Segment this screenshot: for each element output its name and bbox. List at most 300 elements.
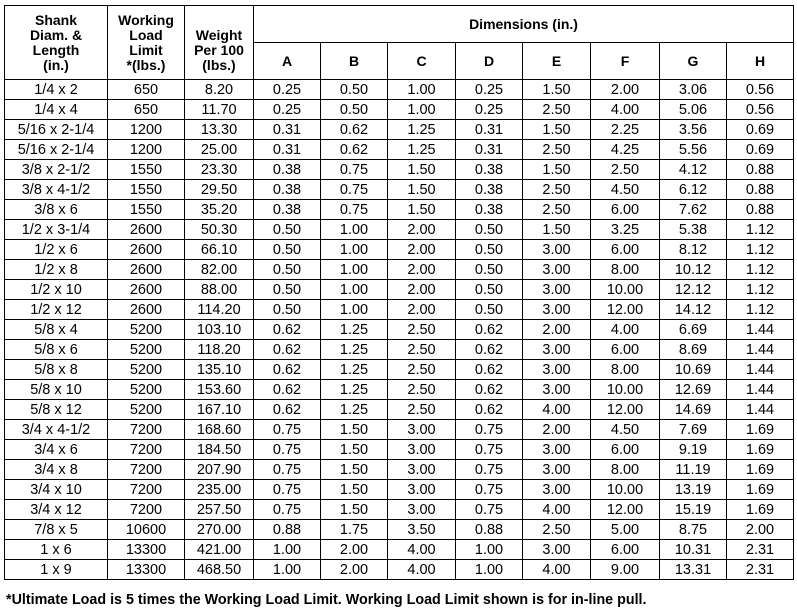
cell-dim-c: 2.50 xyxy=(388,320,456,340)
table-row xyxy=(5,140,794,160)
cell-working-load-limit: 2600 xyxy=(108,300,185,320)
cell-dim-b: 1.00 xyxy=(321,280,388,300)
cell-dim-b: 1.75 xyxy=(321,520,388,540)
cell-dim-a: 0.75 xyxy=(254,480,321,500)
cell-dim-g: 14.69 xyxy=(660,400,727,420)
cell-dim-h: 1.12 xyxy=(727,260,794,280)
cell-dim-e: 2.00 xyxy=(523,320,591,340)
cell-weight: 29.50 xyxy=(185,180,254,200)
cell-shank-size: 1 x 6 xyxy=(5,540,108,560)
cell-dim-g: 6.12 xyxy=(660,180,727,200)
cell-dim-f: 6.00 xyxy=(591,540,660,560)
cell-dim-f: 2.50 xyxy=(591,160,660,180)
cell-dim-a: 0.62 xyxy=(254,380,321,400)
cell-dim-e: 2.50 xyxy=(523,200,591,220)
cell-dim-a: 0.62 xyxy=(254,340,321,360)
cell-dim-c: 4.00 xyxy=(388,540,456,560)
table-body xyxy=(5,80,794,580)
table-row xyxy=(5,220,794,240)
cell-weight: 103.10 xyxy=(185,320,254,340)
cell-weight: 257.50 xyxy=(185,500,254,520)
cell-dim-e: 2.50 xyxy=(523,100,591,120)
cell-dim-d: 0.75 xyxy=(456,480,523,500)
cell-dim-h: 0.69 xyxy=(727,120,794,140)
cell-dim-h: 1.44 xyxy=(727,340,794,360)
cell-working-load-limit: 5200 xyxy=(108,320,185,340)
cell-weight: 153.60 xyxy=(185,380,254,400)
cell-dim-d: 0.75 xyxy=(456,500,523,520)
dimensions-table xyxy=(4,5,794,580)
cell-dim-a: 0.38 xyxy=(254,180,321,200)
cell-weight: 114.20 xyxy=(185,300,254,320)
table-row xyxy=(5,280,794,300)
cell-dim-e: 3.00 xyxy=(523,360,591,380)
cell-dim-b: 1.00 xyxy=(321,220,388,240)
cell-dim-b: 0.75 xyxy=(321,160,388,180)
cell-dim-g: 12.12 xyxy=(660,280,727,300)
cell-dim-g: 6.69 xyxy=(660,320,727,340)
cell-dim-g: 10.69 xyxy=(660,360,727,380)
cell-weight: 23.30 xyxy=(185,160,254,180)
footnote: *Ultimate Load is 5 times the Working Load Limit. Working Load Limit shown is for in-line pull. xyxy=(6,592,647,608)
cell-dim-f: 12.00 xyxy=(591,500,660,520)
cell-dim-b: 1.50 xyxy=(321,460,388,480)
cell-dim-c: 1.50 xyxy=(388,160,456,180)
cell-dim-c: 3.00 xyxy=(388,460,456,480)
cell-dim-g: 5.38 xyxy=(660,220,727,240)
cell-dim-f: 4.00 xyxy=(591,100,660,120)
table-row xyxy=(5,400,794,420)
cell-dim-f: 8.00 xyxy=(591,460,660,480)
cell-dim-c: 2.50 xyxy=(388,400,456,420)
cell-dim-e: 1.50 xyxy=(523,80,591,100)
table-row xyxy=(5,260,794,280)
cell-shank-size: 5/16 x 2-1/4 xyxy=(5,120,108,140)
cell-weight: 66.10 xyxy=(185,240,254,260)
cell-dim-a: 0.31 xyxy=(254,120,321,140)
cell-dim-a: 0.31 xyxy=(254,140,321,160)
cell-shank-size: 3/4 x 10 xyxy=(5,480,108,500)
cell-dim-b: 0.75 xyxy=(321,180,388,200)
header-working-load-limit: Working Load Limit *(lbs.) xyxy=(108,6,185,80)
cell-shank-size: 5/8 x 12 xyxy=(5,400,108,420)
cell-working-load-limit: 1200 xyxy=(108,120,185,140)
cell-dim-b: 0.50 xyxy=(321,100,388,120)
cell-dim-a: 0.88 xyxy=(254,520,321,540)
cell-dim-c: 1.25 xyxy=(388,120,456,140)
cell-dim-c: 3.00 xyxy=(388,440,456,460)
cell-dim-h: 1.44 xyxy=(727,320,794,340)
table-row xyxy=(5,160,794,180)
cell-shank-size: 3/4 x 12 xyxy=(5,500,108,520)
cell-dim-d: 0.31 xyxy=(456,120,523,140)
cell-dim-h: 0.88 xyxy=(727,180,794,200)
cell-dim-a: 0.75 xyxy=(254,460,321,480)
cell-dim-e: 1.50 xyxy=(523,160,591,180)
header-dim-c: C xyxy=(388,43,456,80)
cell-dim-h: 1.44 xyxy=(727,360,794,380)
cell-dim-d: 0.38 xyxy=(456,180,523,200)
cell-weight: 118.20 xyxy=(185,340,254,360)
cell-dim-a: 0.62 xyxy=(254,400,321,420)
header-dim-a: A xyxy=(254,43,321,80)
cell-dim-f: 8.00 xyxy=(591,360,660,380)
cell-dim-b: 1.00 xyxy=(321,300,388,320)
cell-dim-b: 1.50 xyxy=(321,480,388,500)
cell-dim-h: 1.12 xyxy=(727,280,794,300)
cell-shank-size: 1/4 x 2 xyxy=(5,80,108,100)
cell-dim-h: 2.00 xyxy=(727,520,794,540)
cell-dim-c: 1.25 xyxy=(388,140,456,160)
cell-weight: 8.20 xyxy=(185,80,254,100)
cell-dim-c: 1.50 xyxy=(388,180,456,200)
cell-dim-f: 12.00 xyxy=(591,300,660,320)
cell-dim-f: 6.00 xyxy=(591,340,660,360)
cell-dim-d: 0.50 xyxy=(456,220,523,240)
cell-working-load-limit: 1550 xyxy=(108,160,185,180)
cell-shank-size: 5/8 x 10 xyxy=(5,380,108,400)
cell-weight: 421.00 xyxy=(185,540,254,560)
cell-weight: 82.00 xyxy=(185,260,254,280)
cell-dim-a: 1.00 xyxy=(254,560,321,580)
cell-weight: 270.00 xyxy=(185,520,254,540)
cell-dim-d: 0.62 xyxy=(456,340,523,360)
cell-dim-d: 1.00 xyxy=(456,560,523,580)
cell-shank-size: 3/4 x 6 xyxy=(5,440,108,460)
cell-dim-c: 2.50 xyxy=(388,340,456,360)
cell-weight: 35.20 xyxy=(185,200,254,220)
cell-dim-g: 5.06 xyxy=(660,100,727,120)
cell-weight: 235.00 xyxy=(185,480,254,500)
table-row xyxy=(5,320,794,340)
cell-dim-b: 0.50 xyxy=(321,80,388,100)
cell-dim-d: 0.62 xyxy=(456,400,523,420)
cell-dim-f: 5.00 xyxy=(591,520,660,540)
cell-dim-a: 0.75 xyxy=(254,500,321,520)
cell-dim-f: 4.00 xyxy=(591,320,660,340)
cell-working-load-limit: 7200 xyxy=(108,420,185,440)
cell-working-load-limit: 10600 xyxy=(108,520,185,540)
cell-dim-d: 0.75 xyxy=(456,460,523,480)
cell-dim-h: 1.69 xyxy=(727,440,794,460)
cell-dim-g: 13.19 xyxy=(660,480,727,500)
cell-dim-h: 1.44 xyxy=(727,400,794,420)
cell-dim-f: 6.00 xyxy=(591,440,660,460)
cell-weight: 168.60 xyxy=(185,420,254,440)
header-dim-d: D xyxy=(456,43,523,80)
cell-shank-size: 1/4 x 4 xyxy=(5,100,108,120)
cell-dim-e: 1.50 xyxy=(523,120,591,140)
cell-shank-size: 1 x 9 xyxy=(5,560,108,580)
cell-dim-h: 0.88 xyxy=(727,160,794,180)
cell-dim-d: 1.00 xyxy=(456,540,523,560)
header-dim-e: E xyxy=(523,43,591,80)
cell-dim-f: 10.00 xyxy=(591,380,660,400)
cell-weight: 184.50 xyxy=(185,440,254,460)
cell-dim-f: 4.25 xyxy=(591,140,660,160)
cell-working-load-limit: 7200 xyxy=(108,500,185,520)
cell-dim-h: 1.12 xyxy=(727,300,794,320)
cell-working-load-limit: 13300 xyxy=(108,540,185,560)
cell-shank-size: 1/2 x 8 xyxy=(5,260,108,280)
cell-dim-a: 0.75 xyxy=(254,440,321,460)
cell-working-load-limit: 2600 xyxy=(108,280,185,300)
table-row xyxy=(5,180,794,200)
cell-dim-g: 10.31 xyxy=(660,540,727,560)
table-row xyxy=(5,420,794,440)
table-row xyxy=(5,380,794,400)
cell-dim-h: 0.56 xyxy=(727,100,794,120)
cell-shank-size: 1/2 x 3-1/4 xyxy=(5,220,108,240)
cell-dim-d: 0.25 xyxy=(456,80,523,100)
cell-dim-e: 3.00 xyxy=(523,460,591,480)
cell-dim-b: 1.25 xyxy=(321,400,388,420)
cell-dim-g: 8.69 xyxy=(660,340,727,360)
cell-dim-f: 2.25 xyxy=(591,120,660,140)
cell-working-load-limit: 1550 xyxy=(108,200,185,220)
cell-shank-size: 3/8 x 2-1/2 xyxy=(5,160,108,180)
cell-working-load-limit: 7200 xyxy=(108,440,185,460)
cell-shank-size: 3/8 x 6 xyxy=(5,200,108,220)
cell-dim-e: 3.00 xyxy=(523,440,591,460)
cell-dim-g: 9.19 xyxy=(660,440,727,460)
cell-dim-d: 0.50 xyxy=(456,240,523,260)
table-row xyxy=(5,120,794,140)
cell-dim-e: 4.00 xyxy=(523,500,591,520)
cell-weight: 50.30 xyxy=(185,220,254,240)
header-dim-g: G xyxy=(660,43,727,80)
cell-dim-g: 10.12 xyxy=(660,260,727,280)
table-row xyxy=(5,500,794,520)
cell-dim-e: 2.50 xyxy=(523,180,591,200)
cell-dim-f: 3.25 xyxy=(591,220,660,240)
cell-dim-g: 7.62 xyxy=(660,200,727,220)
cell-dim-f: 10.00 xyxy=(591,280,660,300)
cell-dim-d: 0.38 xyxy=(456,160,523,180)
cell-working-load-limit: 13300 xyxy=(108,560,185,580)
table-row xyxy=(5,200,794,220)
cell-dim-d: 0.50 xyxy=(456,300,523,320)
cell-dim-h: 1.69 xyxy=(727,480,794,500)
cell-dim-a: 0.50 xyxy=(254,220,321,240)
cell-dim-h: 1.44 xyxy=(727,380,794,400)
cell-dim-a: 0.38 xyxy=(254,160,321,180)
cell-working-load-limit: 7200 xyxy=(108,460,185,480)
cell-dim-a: 0.25 xyxy=(254,80,321,100)
table-row xyxy=(5,360,794,380)
cell-dim-e: 2.50 xyxy=(523,520,591,540)
cell-dim-a: 0.50 xyxy=(254,280,321,300)
cell-shank-size: 3/4 x 8 xyxy=(5,460,108,480)
cell-weight: 88.00 xyxy=(185,280,254,300)
cell-dim-c: 2.00 xyxy=(388,220,456,240)
cell-dim-e: 3.00 xyxy=(523,340,591,360)
cell-dim-b: 1.00 xyxy=(321,260,388,280)
cell-working-load-limit: 650 xyxy=(108,100,185,120)
cell-working-load-limit: 2600 xyxy=(108,240,185,260)
cell-dim-b: 1.25 xyxy=(321,360,388,380)
cell-dim-h: 0.56 xyxy=(727,80,794,100)
cell-dim-c: 2.00 xyxy=(388,280,456,300)
cell-dim-e: 3.00 xyxy=(523,240,591,260)
cell-dim-h: 0.69 xyxy=(727,140,794,160)
cell-dim-f: 6.00 xyxy=(591,200,660,220)
cell-dim-d: 0.62 xyxy=(456,360,523,380)
cell-dim-f: 12.00 xyxy=(591,400,660,420)
table-row xyxy=(5,540,794,560)
cell-dim-c: 2.50 xyxy=(388,360,456,380)
cell-dim-g: 3.56 xyxy=(660,120,727,140)
cell-dim-f: 2.00 xyxy=(591,80,660,100)
cell-dim-a: 0.38 xyxy=(254,200,321,220)
cell-dim-d: 0.62 xyxy=(456,380,523,400)
cell-dim-b: 2.00 xyxy=(321,540,388,560)
cell-working-load-limit: 5200 xyxy=(108,400,185,420)
cell-dim-c: 2.00 xyxy=(388,300,456,320)
cell-dim-b: 1.25 xyxy=(321,380,388,400)
cell-dim-c: 2.50 xyxy=(388,380,456,400)
header-dim-f: F xyxy=(591,43,660,80)
cell-dim-a: 0.75 xyxy=(254,420,321,440)
cell-dim-c: 4.00 xyxy=(388,560,456,580)
cell-weight: 135.10 xyxy=(185,360,254,380)
cell-dim-d: 0.38 xyxy=(456,200,523,220)
cell-dim-b: 1.50 xyxy=(321,440,388,460)
header-dimensions: Dimensions (in.) xyxy=(254,6,794,43)
cell-dim-h: 2.31 xyxy=(727,560,794,580)
cell-shank-size: 1/2 x 12 xyxy=(5,300,108,320)
cell-dim-a: 0.50 xyxy=(254,240,321,260)
cell-dim-d: 0.88 xyxy=(456,520,523,540)
cell-dim-h: 1.12 xyxy=(727,220,794,240)
cell-shank-size: 5/8 x 8 xyxy=(5,360,108,380)
cell-dim-e: 3.00 xyxy=(523,300,591,320)
cell-dim-d: 0.50 xyxy=(456,280,523,300)
cell-working-load-limit: 5200 xyxy=(108,340,185,360)
cell-dim-e: 3.00 xyxy=(523,260,591,280)
table-row xyxy=(5,520,794,540)
cell-dim-h: 1.12 xyxy=(727,240,794,260)
cell-dim-e: 4.00 xyxy=(523,560,591,580)
table-row xyxy=(5,560,794,580)
cell-dim-g: 7.69 xyxy=(660,420,727,440)
cell-weight: 167.10 xyxy=(185,400,254,420)
cell-dim-b: 1.25 xyxy=(321,340,388,360)
cell-dim-g: 5.56 xyxy=(660,140,727,160)
cell-dim-c: 3.50 xyxy=(388,520,456,540)
spec-table-container xyxy=(4,5,794,580)
cell-dim-g: 4.12 xyxy=(660,160,727,180)
cell-dim-g: 11.19 xyxy=(660,460,727,480)
cell-weight: 11.70 xyxy=(185,100,254,120)
cell-dim-b: 2.00 xyxy=(321,560,388,580)
cell-dim-d: 0.31 xyxy=(456,140,523,160)
cell-shank-size: 5/8 x 6 xyxy=(5,340,108,360)
cell-dim-c: 3.00 xyxy=(388,480,456,500)
cell-dim-f: 9.00 xyxy=(591,560,660,580)
cell-dim-e: 3.00 xyxy=(523,280,591,300)
cell-dim-e: 1.50 xyxy=(523,220,591,240)
cell-dim-g: 3.06 xyxy=(660,80,727,100)
cell-dim-e: 2.00 xyxy=(523,420,591,440)
header-row-top xyxy=(5,6,794,43)
cell-dim-b: 0.62 xyxy=(321,120,388,140)
cell-shank-size: 1/2 x 10 xyxy=(5,280,108,300)
cell-dim-e: 3.00 xyxy=(523,540,591,560)
table-row xyxy=(5,100,794,120)
cell-dim-a: 0.25 xyxy=(254,100,321,120)
cell-shank-size: 5/16 x 2-1/4 xyxy=(5,140,108,160)
cell-working-load-limit: 7200 xyxy=(108,480,185,500)
cell-dim-g: 8.75 xyxy=(660,520,727,540)
cell-shank-size: 1/2 x 6 xyxy=(5,240,108,260)
cell-dim-g: 13.31 xyxy=(660,560,727,580)
cell-dim-a: 1.00 xyxy=(254,540,321,560)
header-weight: Weight Per 100 (lbs.) xyxy=(185,6,254,80)
cell-working-load-limit: 650 xyxy=(108,80,185,100)
header-shank: Shank Diam. & Length (in.) xyxy=(5,6,108,80)
cell-weight: 207.90 xyxy=(185,460,254,480)
cell-dim-c: 2.00 xyxy=(388,260,456,280)
cell-working-load-limit: 1200 xyxy=(108,140,185,160)
cell-dim-d: 0.25 xyxy=(456,100,523,120)
cell-dim-f: 4.50 xyxy=(591,420,660,440)
table-row xyxy=(5,240,794,260)
cell-dim-c: 1.50 xyxy=(388,200,456,220)
cell-dim-b: 1.00 xyxy=(321,240,388,260)
cell-dim-d: 0.75 xyxy=(456,420,523,440)
cell-working-load-limit: 2600 xyxy=(108,260,185,280)
cell-dim-d: 0.62 xyxy=(456,320,523,340)
table-row xyxy=(5,440,794,460)
cell-dim-f: 6.00 xyxy=(591,240,660,260)
cell-dim-g: 15.19 xyxy=(660,500,727,520)
header-dim-h: H xyxy=(727,43,794,80)
table-row xyxy=(5,80,794,100)
cell-dim-c: 3.00 xyxy=(388,420,456,440)
cell-dim-g: 12.69 xyxy=(660,380,727,400)
cell-working-load-limit: 2600 xyxy=(108,220,185,240)
cell-dim-d: 0.50 xyxy=(456,260,523,280)
cell-dim-h: 2.31 xyxy=(727,540,794,560)
cell-dim-a: 0.62 xyxy=(254,320,321,340)
cell-dim-h: 1.69 xyxy=(727,420,794,440)
cell-weight: 468.50 xyxy=(185,560,254,580)
cell-dim-f: 4.50 xyxy=(591,180,660,200)
cell-working-load-limit: 1550 xyxy=(108,180,185,200)
cell-dim-e: 4.00 xyxy=(523,400,591,420)
cell-dim-g: 8.12 xyxy=(660,240,727,260)
cell-dim-c: 1.00 xyxy=(388,100,456,120)
cell-dim-c: 2.00 xyxy=(388,240,456,260)
cell-dim-h: 1.69 xyxy=(727,500,794,520)
cell-dim-a: 0.50 xyxy=(254,260,321,280)
cell-shank-size: 3/4 x 4-1/2 xyxy=(5,420,108,440)
cell-shank-size: 3/8 x 4-1/2 xyxy=(5,180,108,200)
table-row xyxy=(5,480,794,500)
cell-weight: 13.30 xyxy=(185,120,254,140)
header-dim-b: B xyxy=(321,43,388,80)
cell-dim-e: 3.00 xyxy=(523,480,591,500)
cell-dim-d: 0.75 xyxy=(456,440,523,460)
cell-dim-f: 10.00 xyxy=(591,480,660,500)
cell-dim-b: 1.50 xyxy=(321,420,388,440)
table-row xyxy=(5,300,794,320)
cell-dim-h: 1.69 xyxy=(727,460,794,480)
table-row xyxy=(5,460,794,480)
cell-shank-size: 5/8 x 4 xyxy=(5,320,108,340)
cell-dim-e: 2.50 xyxy=(523,140,591,160)
